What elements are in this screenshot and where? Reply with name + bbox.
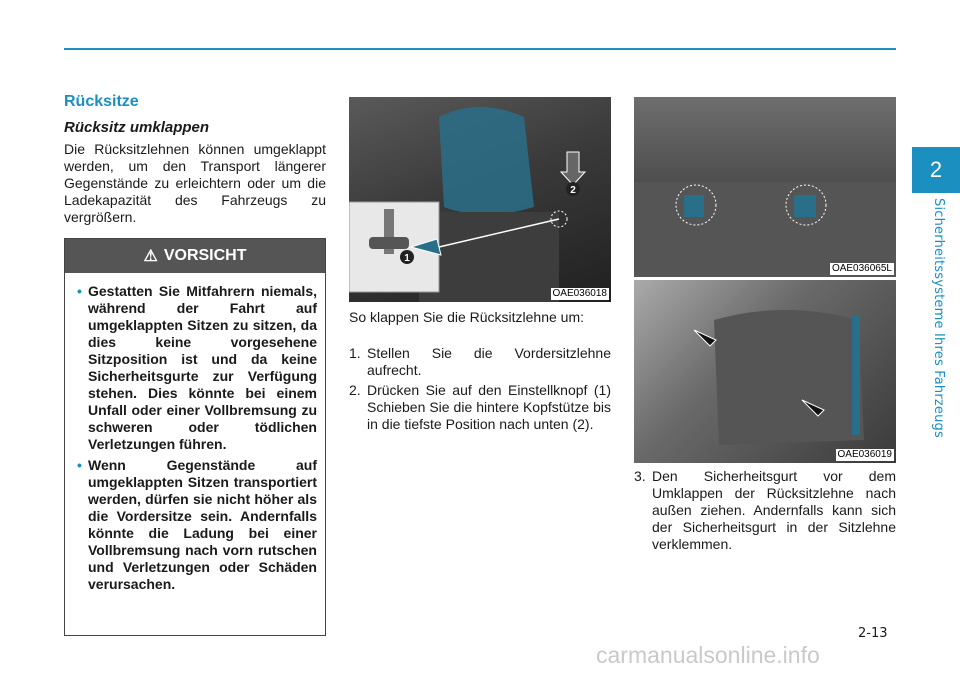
chapter-number: 2 (929, 157, 943, 182)
arrow-icon-upper (694, 330, 716, 346)
down-arrow-icon (561, 152, 585, 185)
image-code: OAE036065L (831, 263, 892, 274)
step-text: Stellen Sie die Vordersitzlehne aufrecht. (367, 345, 611, 378)
warning-triangle-icon: ⚠ (143, 248, 158, 265)
step-item (349, 382, 611, 433)
subtitle: Rücksitz umklappen (64, 119, 210, 136)
step-number: 1. (349, 345, 361, 361)
step-text: Den Sicherheitsgurt vor dem Umklappen der Rücksitzlehne nach außen ziehen. Andernfalls kann sich der Sicherheitsgurt in der Sitzlehne verklemmen. (652, 468, 896, 552)
section-title: Rücksitze (64, 93, 139, 110)
procedure-steps (349, 345, 611, 436)
image-code: OAE036018 (552, 288, 607, 299)
page-number: 2-13 (858, 626, 888, 641)
top-rule (64, 48, 896, 50)
caution-item: • Wenn Gegenstände auf umgeklappten Sitzen transportiert werden, dürfen sie nicht höher als die Vordersitze sein. Andernfalls könnte die Ladung bei einer Vollbremsung nach vorn rutschen und Verletzungen oder Schäden verursachen. (77, 457, 317, 593)
caution-list (65, 273, 325, 593)
seat-back-shape (419, 212, 559, 302)
step-number: 2. (349, 382, 361, 398)
caution-item: • Gestatten Sie Mitfahrern niemals, während der Fahrt auf umgeklappten Sitzen zu sitzen, da dies keine vorgesehene Sitzposition ist und da keine Sicherheitsgurte zur Verfügung stehen. Dies könnte bei einem Unfall oder einer Vollbremsung zu schweren oder tödlichen Verletzungen führen. (77, 283, 317, 453)
rear-seat-shape (714, 310, 864, 445)
intro-paragraph: Die Rücksitzlehnen können umgeklappt werden, um den Transport längerer Gegenstände zu erleichtern oder um die Ladekapazität des Fahrzeugs zu vergrößern. (64, 141, 326, 225)
rear-seat-illustration (634, 280, 896, 463)
watermark: carmanualsonline.info (596, 642, 820, 668)
headrest-guide (369, 237, 409, 249)
step-item (634, 468, 896, 553)
caution-header (65, 239, 325, 273)
belt-guide-right (794, 195, 816, 217)
rear-seat-drawing (634, 280, 896, 463)
caution-heading: VORSICHT (163, 247, 247, 264)
seatbelt-drawing (634, 97, 896, 277)
procedure-intro: So klappen Sie die Rücksitzlehne um: (349, 309, 585, 325)
chapter-title: Sicherheitssysteme Ihres Fahrzeugs (931, 198, 946, 438)
step-number: 3. (634, 468, 646, 484)
chapter-tab (912, 147, 960, 193)
step-text: Drücken Sie auf den Einstellknopf (1) Schieben Sie die hintere Kopfstütze bis in die tiefste Position nach unten (2). (367, 382, 611, 432)
seatbelt-strap (852, 315, 860, 435)
seatbelt-position-illustration (634, 97, 896, 277)
procedure-steps-continued (634, 468, 896, 556)
image-code: OAE036019 (837, 449, 892, 460)
headrest-drawing (349, 97, 611, 302)
callout-1-label: 1 (404, 253, 410, 264)
headrest-shape (439, 107, 534, 215)
caution-box (64, 238, 326, 636)
belt-guide-left (684, 195, 704, 217)
callout-2-label: 2 (570, 185, 576, 196)
headrest-illustration (349, 97, 611, 302)
step-item (349, 345, 611, 379)
